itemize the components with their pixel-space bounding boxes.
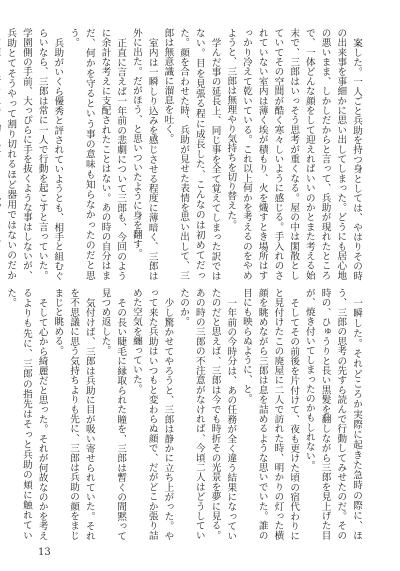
paragraph: 一年前の今時分は、あの任務が全く違う結果になっていたのだと思えば、三郎は今でも時折その光景を夢に見る。あの時の三郎の不注意がなければ、今頃二人はどうしていたのか。 [178,288,237,540]
paragraph: 学んだ事の延長上、同じ事を全て覚えてしまった訳ではない。目を見張る程に成長した、こんなのは初めてだった。顔を合わせた時、兵助が見せた表情を思い出して、三郎は無意識に溜息を吐く。 [162,28,221,280]
paragraph: そしてその前後を片付けて、夜も更けた頃の宿代わりにと見付けたこの廃屋に二人で訪れた時、明かりの灯った横顔を眺めながら三郎は息を詰めるような思いでいた。誰の目にも映らぬように、と。 [240,288,300,540]
paragraph: そして心から綺麗だと思った。それが何故なのかを考えるよりも先に、三郎の指先はそっと兵助の頬に触れていた。 [5,288,48,540]
paragraph: 少し驚かせてやろうと、三郎は静かに立ち上がった。やって来た兵助はいつもと変わらぬ顔で、だがどこか張り詰めた空気を纏っていた。 [130,288,174,540]
page-number: 13 [38,547,51,558]
upper-text-block [5,28,364,280]
paragraph: 室内は一瞬しり込みを感じさせる程度に薄暗く、三郎は外に出た。だがほう、と思いついたように身を翻す。 [130,28,158,280]
paragraph: 正直に言えば一年前の悲劇について三郎も、今回のように余計な考えに支配されたことはない。あの時の自分はまだ、何かを守るという事の意味も知らなかったのだと思う。 [68,28,127,280]
paragraph: 兵助がいくら優秀と評されていようとも、相手と組むぐらいなら、三郎は常に一人で行動を起こすと言っていた。学園側の手前、大っぴらに手を抜くような事はしないが、兵助とてそうやって割り切れるほど器用ではないのだか [5,28,64,280]
paragraph: その長い睫毛に縁取られた瞳を、三郎は暫くの間黙って見つめ返した。 [99,288,127,540]
paragraph: 案した。一人ごと兵助を持つ身としては、やはりその時の出来事を事細かに思い出してしまった。どうにも居心地の悪いまま、しかしだからと言って、兵助が現れたところで、一体どんな顔をして迎えればいいのかとまた考える始末で、三郎はいっそう思考が重くなる。屋の中は閑散としていてその空間が酷く寒々しいように感じる。手入れのされていない室内は薄く埃が積もり、火を熾すとき場所はすっかり冷えて乾いている。これ以上何かを考えるのをやめようと、三郎は無理やり気持ちを切り替えた。 [225,28,362,280]
paragraph: 気付けば、三郎は兵助に目が吸い寄せられていた。それを不思議に思う気持ちよりも先に、三郎は兵助の顔をまじまじと眺める。 [52,288,95,540]
paragraph: 一瞬した。それどころか実際に起きた急時の際に、ほう、三郎の思考の先すら読んで行動してみせたのだ。その時の、ひゅうりと長い黒髪を翻しながら三郎を見上げた目が、焼き付いてしまったのかもしれない。 [303,288,362,540]
lower-text-block [5,288,364,540]
